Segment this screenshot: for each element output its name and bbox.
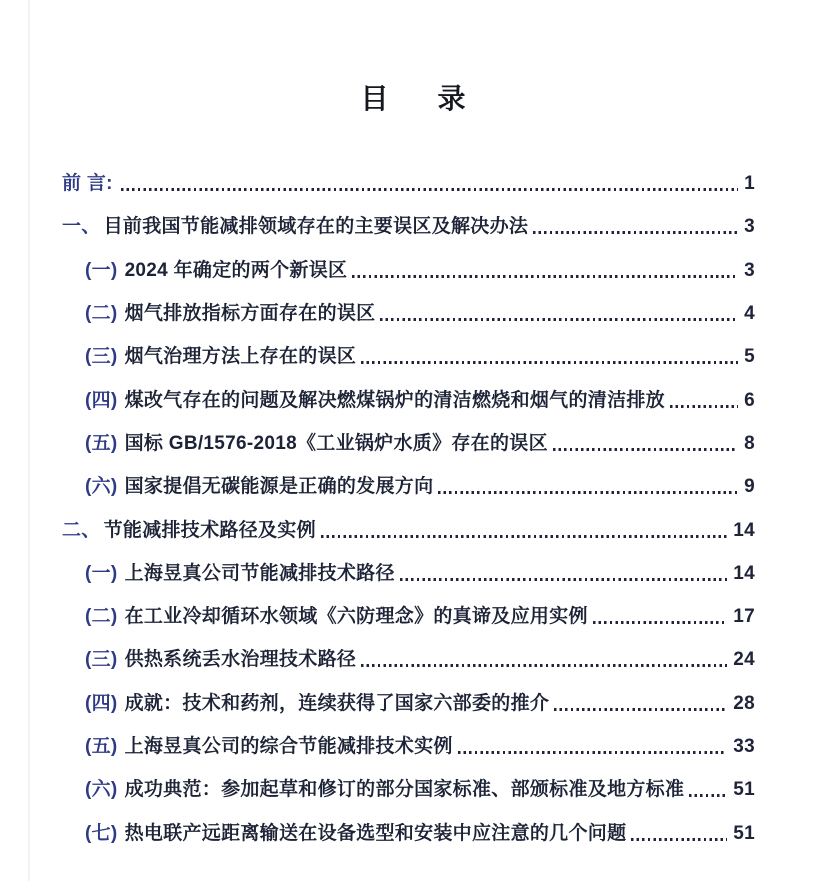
entry-number: (四) — [85, 389, 118, 411]
entry-page-number: 51 — [733, 779, 755, 801]
entry-title: 2024 年确定的两个新误区 — [124, 259, 348, 281]
dot-leader — [689, 794, 727, 797]
entry-page-number: 3 — [744, 216, 755, 238]
entry-page-number: 24 — [733, 649, 755, 671]
dot-leader — [380, 318, 738, 321]
toc-entry — [62, 378, 755, 421]
entry-title: 成功典范：参加起草和修订的部分国家标准、部颁标准及地方标准 — [124, 779, 685, 801]
entry-title: 上海昱真公司的综合节能减排技术实例 — [124, 736, 453, 757]
toc-entry — [62, 595, 755, 638]
entry-number: (二) — [85, 606, 118, 628]
entry-number: (三) — [85, 346, 118, 368]
dot-leader — [400, 578, 728, 581]
dot-leader — [352, 275, 738, 278]
entry-title: 煤改气存在的问题及解决燃煤锅炉的清洁燃烧和烟气的清洁排放 — [124, 389, 665, 411]
entry-page-number: 1 — [744, 173, 755, 195]
dot-leader — [121, 188, 738, 191]
entry-page-number: 51 — [733, 822, 755, 844]
entry-number: (三) — [85, 649, 118, 671]
entry-number: (七) — [85, 822, 118, 844]
entry-number: (二) — [85, 303, 118, 325]
entry-page-number: 9 — [744, 476, 755, 498]
toc-entry — [62, 422, 755, 465]
entry-title: 在工业冷却循环水领域《六防理念》的真谛及应用实例 — [124, 606, 588, 628]
entry-title: 节能减排技术路径及实例 — [103, 519, 316, 541]
entry-page-number: 17 — [733, 606, 755, 628]
entry-number: (五) — [85, 736, 118, 757]
entry-number: 一、 — [62, 216, 101, 238]
dot-leader — [593, 621, 728, 624]
toc-entry — [62, 162, 755, 205]
entry-page-number: 8 — [744, 432, 755, 454]
toc-entry — [62, 508, 755, 551]
entry-number: 二、 — [62, 519, 101, 541]
entry-page-number: 6 — [744, 389, 755, 411]
dot-leader — [361, 361, 738, 364]
toc-entry — [62, 205, 755, 248]
toc-list — [62, 162, 755, 855]
toc-entry — [62, 292, 755, 335]
entry-number: (一) — [85, 562, 118, 584]
entry-number: (六) — [85, 779, 118, 801]
dot-leader — [533, 231, 738, 234]
entry-page-number: 33 — [733, 736, 755, 757]
entry-number: (五) — [85, 432, 118, 454]
toc-entry — [62, 725, 755, 768]
dot-leader — [631, 838, 727, 841]
entry-page-number: 28 — [733, 692, 755, 714]
entry-title: 上海昱真公司节能减排技术路径 — [124, 562, 395, 584]
toc-entry — [62, 638, 755, 681]
entry-title: 热电联产远距离输送在设备选型和安装中应注意的几个问题 — [124, 822, 627, 844]
toc-entry — [62, 335, 755, 378]
entry-page-number: 14 — [733, 562, 755, 584]
entry-page-number: 5 — [744, 346, 755, 368]
entry-page-number: 3 — [744, 259, 755, 281]
entry-title: 烟气治理方法上存在的误区 — [124, 346, 357, 368]
toc-entry — [62, 811, 755, 854]
dot-leader — [458, 751, 728, 754]
dot-leader — [554, 708, 727, 711]
toc-entry — [62, 552, 755, 595]
dot-leader — [321, 535, 727, 538]
dot-leader — [361, 664, 727, 667]
entry-title: 目前我国节能减排领域存在的主要误区及解决办法 — [103, 216, 529, 238]
page-title: 目 录 — [360, 81, 468, 115]
entry-number: (四) — [85, 692, 118, 714]
toc-entry — [62, 465, 755, 508]
dot-leader — [438, 491, 738, 494]
entry-title: 国家提倡无碳能源是正确的发展方向 — [124, 476, 434, 498]
entry-title: 烟气排放指标方面存在的误区 — [124, 303, 376, 325]
entry-page-number: 14 — [733, 519, 755, 541]
entry-number: (一) — [85, 259, 118, 281]
entry-number: 前 言: — [62, 173, 113, 195]
entry-title: 成就：技术和药剂，连续获得了国家六部委的推介 — [124, 692, 550, 714]
toc-entry — [62, 249, 755, 292]
entry-title: 国标 GB/1576-2018《工业锅炉水质》存在的误区 — [124, 432, 548, 454]
entry-page-number: 4 — [744, 303, 755, 325]
toc-entry — [62, 768, 755, 811]
entry-title: 供热系统丢水治理技术路径 — [124, 649, 357, 671]
dot-leader — [553, 448, 738, 451]
dot-leader — [670, 405, 738, 408]
entry-number: (六) — [85, 476, 118, 498]
toc-entry — [62, 682, 755, 725]
